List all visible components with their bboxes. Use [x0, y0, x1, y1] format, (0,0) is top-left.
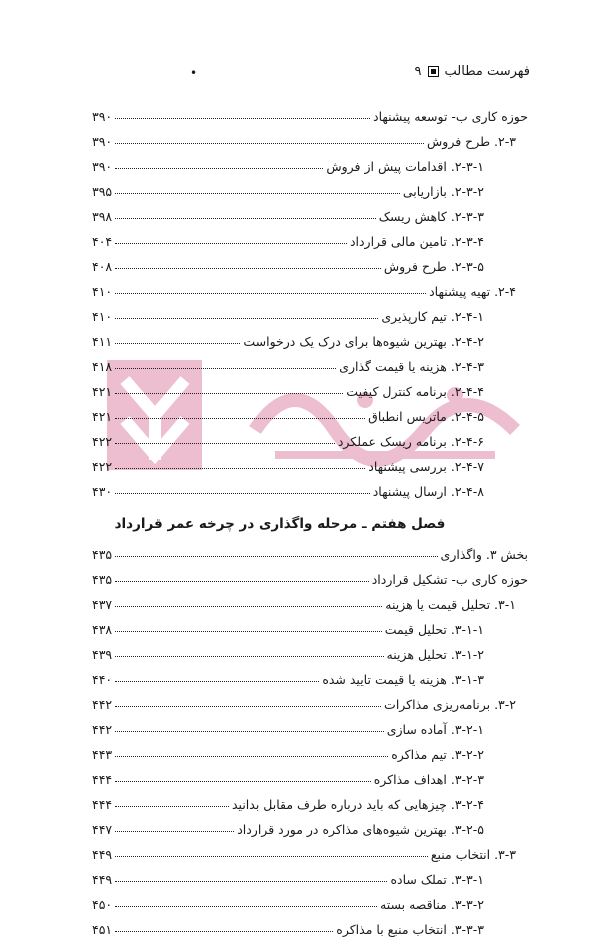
- toc-entry[interactable]: [92, 913, 528, 938]
- toc-entry-page: ۴۵۱: [92, 922, 113, 937]
- toc-entry[interactable]: [92, 300, 528, 325]
- toc-entry[interactable]: [92, 100, 528, 125]
- toc-entry[interactable]: [92, 150, 528, 175]
- toc-entry[interactable]: [92, 563, 528, 588]
- toc-entry[interactable]: [92, 588, 528, 613]
- toc-entry-page: ۴۴۴: [92, 772, 113, 787]
- dot-leader: [115, 881, 387, 882]
- toc-entry-title: ۳-۲-۲. تیم مذاکره: [391, 747, 484, 762]
- toc-entry-page: ۴۳۸: [92, 622, 113, 637]
- toc-entry-title: ۳-۱-۲. تحلیل هزینه: [386, 647, 484, 662]
- toc-entry-title: ۲-۳-۲. بازاریابی: [402, 184, 484, 199]
- dot-leader: [115, 318, 378, 319]
- toc-entry-title: ۲-۴. تهیه پیشنهاد: [429, 284, 516, 299]
- header-dot: •: [190, 66, 198, 80]
- toc-entry-title: ۳-۱-۱. تحلیل قیمت: [384, 622, 484, 637]
- dot-leader: [115, 631, 382, 632]
- toc-entry[interactable]: [92, 350, 528, 375]
- toc-entry-title: ۲-۴-۳. هزینه یا قیمت گذاری: [339, 359, 484, 374]
- toc-entry[interactable]: [92, 613, 528, 638]
- toc-entry-page: ۴۲۱: [92, 409, 113, 424]
- toc-entry-title: ۲-۴-۱. تیم کارپذیری: [381, 309, 484, 324]
- toc-section-2: [92, 538, 528, 938]
- toc-entry-page: ۴۱۱: [92, 334, 113, 349]
- toc-entry-page: ۴۴۲: [92, 697, 113, 712]
- toc-entry[interactable]: [92, 375, 528, 400]
- toc-entry-page: ۴۳۷: [92, 597, 113, 612]
- toc-entry[interactable]: [92, 175, 528, 200]
- toc-entry[interactable]: [92, 663, 528, 688]
- dot-leader: [115, 931, 333, 932]
- dot-leader: [115, 268, 381, 269]
- toc-entry-page: ۴۴۹: [92, 872, 113, 887]
- toc-entry-page: ۴۳۵: [92, 572, 113, 587]
- dot-leader: [115, 556, 437, 557]
- toc-entry[interactable]: [92, 638, 528, 663]
- toc-entry-title: ۳-۳-۱. تملک ساده: [390, 872, 484, 887]
- toc-entry-page: ۴۴۳: [92, 747, 113, 762]
- table-of-contents: [92, 100, 528, 938]
- toc-entry-page: ۴۳۰: [92, 484, 113, 499]
- toc-entry-page: ۴۳۵: [92, 547, 113, 562]
- toc-entry[interactable]: [92, 475, 528, 500]
- dot-leader: [115, 756, 388, 757]
- toc-entry-title: ۳-۲-۳. اهداف مذاکره: [373, 772, 484, 787]
- chapter-heading: فصل هفتم ـ مرحله واگذاری در چرخه عمر قرارداد: [114, 516, 446, 532]
- toc-entry-title: ۳-۱. تحلیل قیمت یا هزینه: [385, 597, 516, 612]
- dot-leader: [115, 243, 347, 244]
- dot-leader: [115, 168, 323, 169]
- toc-entry-title: ۲-۴-۵. ماتریس انطباق: [368, 409, 484, 424]
- toc-entry[interactable]: [92, 275, 528, 300]
- toc-entry[interactable]: [92, 738, 528, 763]
- toc-entry-page: ۳۹۰: [92, 134, 113, 149]
- toc-entry-title: ۳-۳-۲. مناقصه بسته: [380, 897, 484, 912]
- dot-leader: [115, 118, 370, 119]
- toc-entry-title: ۳-۲-۵. بهترین شیوه‌های مذاکره در مورد قرارداد: [237, 822, 484, 837]
- dot-leader: [115, 656, 383, 657]
- toc-entry-title: ۲-۴-۷. بررسی پیشنهاد: [368, 459, 484, 474]
- toc-entry-title: ۲-۴-۸. ارسال پیشنهاد: [372, 484, 484, 499]
- toc-entry[interactable]: [92, 250, 528, 275]
- toc-entry-title: ۳-۲-۱. آماده سازی: [386, 722, 484, 737]
- toc-entry-page: ۴۱۸: [92, 359, 113, 374]
- toc-entry[interactable]: [92, 325, 528, 350]
- toc-entry-page: ۴۵۰: [92, 897, 113, 912]
- dot-leader: [115, 193, 400, 194]
- toc-entry-page: ۴۰۸: [92, 259, 113, 274]
- toc-entry-title: ۳-۳-۳. انتخاب منبع با مذاکره: [336, 922, 484, 937]
- toc-entry-page: ۴۴۰: [92, 672, 113, 687]
- toc-entry[interactable]: [92, 888, 528, 913]
- toc-entry[interactable]: [92, 838, 528, 863]
- toc-entry[interactable]: [92, 688, 528, 713]
- toc-entry-page: ۴۳۹: [92, 647, 113, 662]
- toc-entry-page: ۳۹۰: [92, 159, 113, 174]
- toc-entry-title: حوزه کاری ب- تشکیل قرارداد: [371, 572, 528, 587]
- toc-section-1: [92, 100, 528, 500]
- toc-entry-page: ۴۲۱: [92, 384, 113, 399]
- toc-entry[interactable]: [92, 225, 528, 250]
- toc-entry-title: ۲-۳. طرح فروش: [427, 134, 516, 149]
- toc-entry-page: ۴۴۷: [92, 822, 113, 837]
- toc-entry-page: ۳۹۵: [92, 184, 113, 199]
- dot-leader: [115, 293, 426, 294]
- toc-entry[interactable]: [92, 400, 528, 425]
- toc-entry-page: ۴۴۲: [92, 722, 113, 737]
- dot-leader: [115, 218, 376, 219]
- toc-entry-title: ۲-۳-۳. کاهش ریسک: [378, 209, 484, 224]
- toc-entry-title: ۲-۳-۱. اقدامات پیش از فروش: [326, 159, 484, 174]
- header-title: فهرست مطالب: [444, 64, 530, 79]
- toc-entry-page: ۴۴۹: [92, 847, 113, 862]
- toc-entry-title: ۲-۴-۴. برنامه کنترل کیفیت: [346, 384, 484, 399]
- square-bullet-icon: [428, 66, 439, 77]
- toc-entry-title: ۳-۲. برنامه‌ریزی مذاکرات: [384, 697, 516, 712]
- toc-entry-page: ۴۱۰: [92, 284, 113, 299]
- toc-entry-title: ۳-۱-۳. هزینه یا قیمت تایید شده: [322, 672, 484, 687]
- dot-leader: [115, 468, 365, 469]
- toc-entry-title: ۳-۲-۴. چیزهایی که باید درباره طرف مقابل بدانید: [231, 797, 484, 812]
- dot-leader: [115, 606, 382, 607]
- dot-leader: [115, 143, 424, 144]
- toc-entry[interactable]: [92, 425, 528, 450]
- toc-entry-page: ۴۴۴: [92, 797, 113, 812]
- toc-entry-title: ۲-۳-۵. طرح فروش: [383, 259, 484, 274]
- dot-leader: [115, 343, 240, 344]
- toc-entry[interactable]: [92, 200, 528, 225]
- toc-entry-title: ۲-۴-۶. برنامه ریسک عملکرد: [337, 434, 484, 449]
- toc-entry[interactable]: [92, 863, 528, 888]
- toc-entry-title: ۳-۳. انتخاب منبع: [430, 847, 516, 862]
- dot-leader: [115, 493, 370, 494]
- toc-entry-page: ۴۲۲: [92, 434, 113, 449]
- toc-entry[interactable]: [92, 788, 528, 813]
- toc-entry[interactable]: [92, 763, 528, 788]
- toc-entry-page: ۴۲۲: [92, 459, 113, 474]
- toc-entry[interactable]: [92, 450, 528, 475]
- dot-leader: [115, 418, 365, 419]
- dot-leader: [115, 731, 384, 732]
- dot-leader: [115, 706, 381, 707]
- toc-entry-title: ۲-۴-۲. بهترین شیوه‌ها برای درک یک درخواست: [243, 334, 484, 349]
- toc-entry-title: ۲-۳-۴. تامین مالی قرارداد: [349, 234, 484, 249]
- toc-entry[interactable]: [92, 713, 528, 738]
- dot-leader: [115, 368, 336, 369]
- dot-leader: [115, 831, 234, 832]
- dot-leader: [115, 806, 229, 807]
- dot-leader: [115, 681, 319, 682]
- toc-entry-page: ۴۰۴: [92, 234, 113, 249]
- header-page-number: ۹: [414, 64, 422, 79]
- toc-entry-page: ۳۹۸: [92, 209, 113, 224]
- toc-entry[interactable]: [92, 125, 528, 150]
- dot-leader: [115, 393, 343, 394]
- dot-leader: [115, 856, 428, 857]
- toc-entry-page: ۳۹۰: [92, 109, 113, 124]
- dot-leader: [115, 906, 377, 907]
- running-head: [415, 64, 530, 79]
- toc-entry[interactable]: [92, 813, 528, 838]
- dot-leader: [115, 443, 335, 444]
- toc-entry-page: ۴۱۰: [92, 309, 113, 324]
- toc-entry-title: حوزه کاری ب- توسعه پیشنهاد: [373, 109, 528, 124]
- toc-entry[interactable]: [92, 538, 528, 563]
- dot-leader: [115, 581, 369, 582]
- toc-entry-title: بخش ۳. واگذاری: [440, 547, 528, 562]
- dot-leader: [115, 781, 371, 782]
